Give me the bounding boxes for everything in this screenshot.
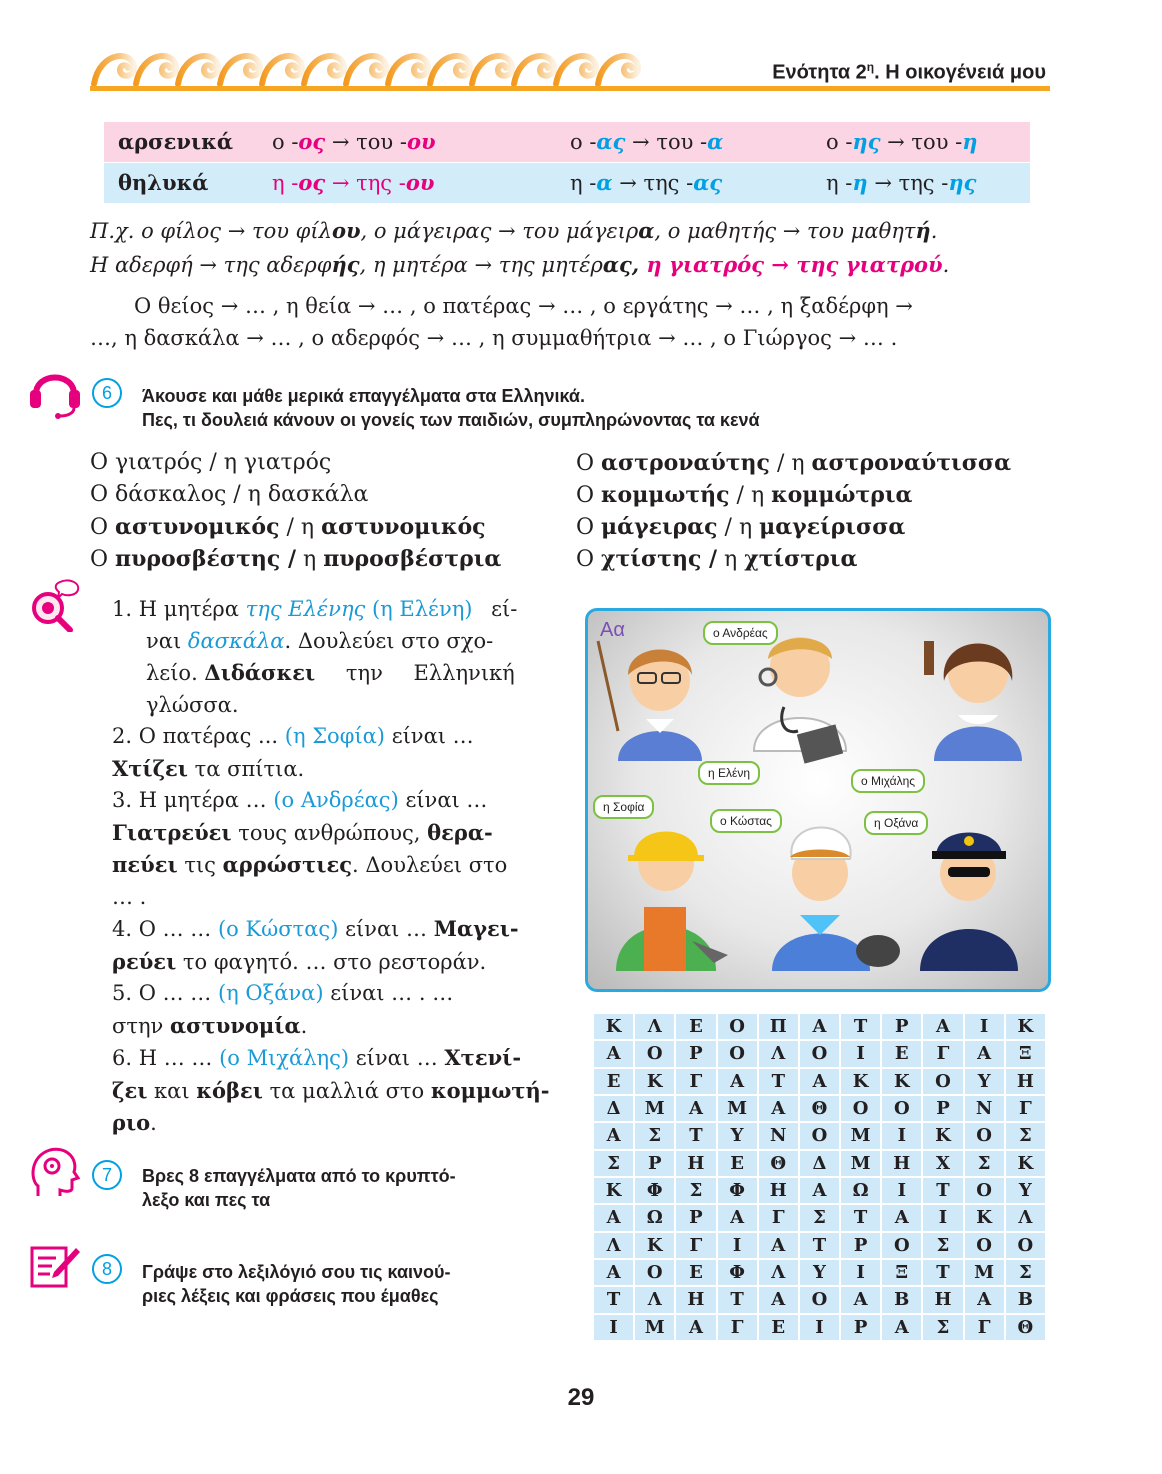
grid-cell[interactable]: Ε xyxy=(594,1069,633,1094)
feminine-row xyxy=(104,163,1030,203)
masculine-ending-3: ο -ης → του -η xyxy=(826,129,978,154)
bubble-eleni: η Ελένη xyxy=(698,761,760,785)
masculine-row xyxy=(104,122,1030,162)
grid-cell[interactable]: Σ xyxy=(1006,1123,1045,1148)
grid-cell[interactable]: Α xyxy=(800,1178,839,1203)
feminine-ending-3: η -η → της -ης xyxy=(826,170,977,195)
grid-cell[interactable]: Ρ xyxy=(841,1315,880,1340)
grid-cell[interactable]: Ρ xyxy=(635,1151,674,1176)
grid-cell[interactable]: Λ xyxy=(759,1260,798,1285)
grid-cell[interactable]: Τ xyxy=(841,1014,880,1039)
grid-cell[interactable]: Α xyxy=(594,1205,633,1230)
grid-cell[interactable]: Κ xyxy=(841,1069,880,1094)
grid-cell[interactable]: Σ xyxy=(800,1205,839,1230)
grid-cell[interactable]: Γ xyxy=(923,1041,962,1066)
grid-row xyxy=(594,1178,1045,1203)
grid-cell[interactable]: Μ xyxy=(718,1096,757,1121)
task-8-instructions: Γράψε στο λεξιλόγιό σου τις καινού- ριες λέξεις και φράσεις που έμαθες xyxy=(142,1262,451,1306)
professions-left xyxy=(90,450,501,578)
profession-right-3: Ο μάγειρας / η μαγείρισσα xyxy=(576,514,906,540)
grid-row xyxy=(594,1151,1045,1176)
task-7-instructions: Βρες 8 επαγγέλματα από το κρυπτό- λεξο και πες τα xyxy=(142,1166,456,1210)
grid-cell[interactable]: Υ xyxy=(1006,1178,1045,1203)
profession-left-3: Ο αστυνομικός / η αστυνομικός xyxy=(90,514,486,540)
profession-right-1: Ο αστροναύτης / η αστροναύτισσα xyxy=(576,450,1012,476)
header-ornament xyxy=(90,44,670,88)
grid-cell[interactable]: Ξ xyxy=(882,1260,921,1285)
grid-cell[interactable]: Η xyxy=(882,1151,921,1176)
characters-drawing xyxy=(588,611,1048,989)
grid-cell[interactable]: Α xyxy=(841,1287,880,1312)
grid-cell[interactable]: Υ xyxy=(965,1069,1004,1094)
grid-cell[interactable]: Η xyxy=(676,1287,715,1312)
grid-cell[interactable]: Α xyxy=(676,1315,715,1340)
grid-cell[interactable]: Α xyxy=(923,1014,962,1039)
grid-cell[interactable]: Π xyxy=(759,1014,798,1039)
grid-cell[interactable]: Κ xyxy=(594,1014,633,1039)
grid-cell[interactable]: Δ xyxy=(594,1096,633,1121)
grid-cell[interactable]: Ν xyxy=(965,1096,1004,1121)
grid-cell[interactable]: Α xyxy=(800,1069,839,1094)
grid-cell[interactable]: Τ xyxy=(841,1205,880,1230)
professions-right xyxy=(576,450,1011,578)
bubble-andreas: ο Ανδρέας xyxy=(703,621,778,645)
grid-cell[interactable]: Ρ xyxy=(841,1233,880,1258)
task-8-number: 8 xyxy=(92,1254,122,1284)
grid-cell[interactable]: Α xyxy=(759,1096,798,1121)
grid-row xyxy=(594,1096,1045,1121)
grid-row xyxy=(594,1069,1045,1094)
grid-cell[interactable]: Μ xyxy=(841,1123,880,1148)
grid-cell[interactable]: Γ xyxy=(676,1069,715,1094)
grid-cell[interactable]: Λ xyxy=(1006,1205,1045,1230)
grid-cell[interactable]: Ο xyxy=(800,1041,839,1066)
grid-cell[interactable]: Α xyxy=(965,1041,1004,1066)
grid-cell[interactable]: Γ xyxy=(718,1315,757,1340)
grid-cell[interactable]: Ο xyxy=(1006,1233,1045,1258)
grid-cell[interactable]: Α xyxy=(882,1315,921,1340)
grid-cell[interactable]: Ν xyxy=(759,1123,798,1148)
grid-cell[interactable]: Ο xyxy=(965,1233,1004,1258)
grid-cell[interactable]: Τ xyxy=(800,1233,839,1258)
grid-cell[interactable]: Ι xyxy=(594,1315,633,1340)
grid-cell[interactable]: Ι xyxy=(965,1014,1004,1039)
grid-cell[interactable]: Α xyxy=(718,1205,757,1230)
example-line-2: Η αδερφή → της αδερφής, η μητέρα → της μητέρας, η γιατρός → της γιατρού. xyxy=(90,252,950,277)
grid-cell[interactable]: Κ xyxy=(1006,1014,1045,1039)
bubble-sofia: η Σοφία xyxy=(593,795,654,819)
grid-cell[interactable]: Ρ xyxy=(676,1041,715,1066)
grid-cell[interactable]: Α xyxy=(965,1287,1004,1312)
grid-cell[interactable]: Ο xyxy=(882,1096,921,1121)
grid-cell[interactable]: Γ xyxy=(676,1233,715,1258)
grid-cell[interactable]: Ι xyxy=(841,1041,880,1066)
grid-cell[interactable]: Η xyxy=(759,1178,798,1203)
profession-right-4: Ο χτίστης / η χτίστρια xyxy=(576,546,858,572)
grid-row xyxy=(594,1260,1045,1285)
grid-cell[interactable]: Ι xyxy=(882,1178,921,1203)
grid-cell[interactable]: Γ xyxy=(965,1315,1004,1340)
grid-cell[interactable]: Ε xyxy=(882,1041,921,1066)
grid-cell[interactable]: Α xyxy=(759,1233,798,1258)
grid-cell[interactable]: Θ xyxy=(759,1151,798,1176)
grid-cell[interactable]: Τ xyxy=(676,1123,715,1148)
story-text: 1. Η μητέρα της Ελένης (η Ελένη) εί- ναι δασκάλα. Δουλεύει στο σχο- λείο. Διδάσκει την Ελληνική γλώσσα. 2. Ο πατέρας ... (η Σοφία) είναι … Χτίζει τα σπίτια. 3. Η μητέρα … (ο Ανδρέας) είναι … Γιατρεύει τους ανθρώπους, θερα- πεύει τις αρρώστιες. Δουλεύει στο … . 4. Ο … … (ο Κώστας) είναι … Μαγει- ρεύει το φαγητό. … στο ρεστοράν. 5. Ο … … (η Οξάνα) είναι … . … στην αστυνομία. 6. Η … … (ο Μιχάλης) είναι … Χτενί- ζει και κόβει τα μαλλιά στο κομμωτή- ριο. xyxy=(112,597,550,1135)
grid-cell[interactable]: Ι xyxy=(923,1205,962,1230)
grid-cell[interactable]: Η xyxy=(676,1151,715,1176)
feminine-label: θηλυκά xyxy=(118,170,209,195)
grid-row xyxy=(594,1315,1045,1340)
grid-cell[interactable]: Ο xyxy=(718,1014,757,1039)
grid-row xyxy=(594,1014,1045,1039)
grid-cell[interactable]: Α xyxy=(594,1123,633,1148)
professions-illustration xyxy=(585,608,1051,992)
exercise-line-2: …, η δασκάλα → … , ο αδερφός → … , η συμμαθήτρια → … , ο Γιώργος → … . xyxy=(90,326,898,350)
grid-row xyxy=(594,1123,1045,1148)
grid-cell[interactable]: Σ xyxy=(965,1151,1004,1176)
grid-row xyxy=(594,1041,1045,1066)
grid-cell[interactable]: Η xyxy=(923,1287,962,1312)
grid-cell[interactable]: Μ xyxy=(635,1315,674,1340)
grid-cell[interactable]: Ε xyxy=(676,1014,715,1039)
grid-row xyxy=(594,1287,1045,1312)
grid-cell[interactable]: Γ xyxy=(1006,1096,1045,1121)
grid-cell[interactable]: Α xyxy=(882,1205,921,1230)
bubble-michalis: ο Μιχάλης xyxy=(851,769,925,793)
grid-cell[interactable]: Ω xyxy=(635,1205,674,1230)
grid-cell[interactable]: Ο xyxy=(635,1041,674,1066)
grid-cell[interactable]: Ι xyxy=(800,1315,839,1340)
grid-cell[interactable]: Ρ xyxy=(676,1205,715,1230)
grid-cell[interactable]: Τ xyxy=(718,1287,757,1312)
illustration-logo: Αα xyxy=(600,619,625,641)
grid-cell[interactable]: Σ xyxy=(635,1123,674,1148)
profession-left-4: Ο πυροσβέστης / η πυροσβέστρια xyxy=(90,546,502,572)
grid-cell[interactable]: Λ xyxy=(635,1014,674,1039)
grid-cell[interactable]: Λ xyxy=(635,1287,674,1312)
grid-cell[interactable]: Κ xyxy=(635,1069,674,1094)
grid-cell[interactable]: Σ xyxy=(594,1151,633,1176)
grid-cell[interactable]: Τ xyxy=(923,1260,962,1285)
header-rule xyxy=(90,86,1050,91)
grid-cell[interactable]: Κ xyxy=(965,1205,1004,1230)
grid-cell[interactable]: Ο xyxy=(635,1260,674,1285)
grid-cell[interactable]: Ο xyxy=(965,1178,1004,1203)
grid-cell[interactable]: Α xyxy=(594,1041,633,1066)
grid-cell[interactable]: Α xyxy=(718,1069,757,1094)
grid-cell[interactable]: Ε xyxy=(676,1260,715,1285)
grid-cell[interactable]: Κ xyxy=(594,1178,633,1203)
grid-cell[interactable]: Τ xyxy=(594,1287,633,1312)
grid-cell[interactable]: Ι xyxy=(718,1233,757,1258)
writing-icon xyxy=(30,1244,82,1290)
grid-cell[interactable]: Υ xyxy=(800,1260,839,1285)
grid-cell[interactable]: Β xyxy=(882,1287,921,1312)
task-6-number: 6 xyxy=(92,378,122,408)
grid-cell[interactable]: Λ xyxy=(594,1233,633,1258)
grid-cell[interactable]: Σ xyxy=(1006,1260,1045,1285)
grid-cell[interactable]: Ε xyxy=(718,1151,757,1176)
grid-cell[interactable]: Υ xyxy=(718,1123,757,1148)
masculine-ending-2: ο -ας → του -α xyxy=(570,129,724,154)
grid-cell[interactable]: Σ xyxy=(923,1315,962,1340)
grid-cell[interactable]: Θ xyxy=(800,1096,839,1121)
grid-cell[interactable]: Α xyxy=(759,1287,798,1312)
bubble-kostas: ο Κώστας xyxy=(710,809,782,833)
grid-cell[interactable]: Ο xyxy=(800,1287,839,1312)
grid-cell[interactable]: Σ xyxy=(676,1178,715,1203)
grid-cell[interactable]: Ε xyxy=(759,1315,798,1340)
grid-cell[interactable]: Κ xyxy=(882,1069,921,1094)
grid-row xyxy=(594,1233,1045,1258)
grid-cell[interactable]: Φ xyxy=(635,1178,674,1203)
grid-cell[interactable]: Τ xyxy=(759,1069,798,1094)
grid-cell[interactable]: Ο xyxy=(800,1123,839,1148)
grid-cell[interactable]: Ρ xyxy=(923,1096,962,1121)
grid-row xyxy=(594,1205,1045,1230)
profession-left-1: Ο γιατρός / η γιατρός xyxy=(90,450,332,475)
exercise-line-1: Ο θείος → … , η θεία → … , ο πατέρας → … , ο εργάτης → … , η ξαδέρφη → xyxy=(134,294,913,318)
headphones-icon xyxy=(28,364,82,420)
grid-cell[interactable]: Ο xyxy=(965,1123,1004,1148)
grid-cell[interactable]: Μ xyxy=(635,1096,674,1121)
task-7-number: 7 xyxy=(92,1160,122,1190)
word-search-grid xyxy=(592,1012,1047,1342)
grid-cell[interactable]: Γ xyxy=(759,1205,798,1230)
grid-cell[interactable]: Ο xyxy=(718,1041,757,1066)
grid-cell[interactable]: Ο xyxy=(923,1069,962,1094)
grid-cell[interactable]: Ι xyxy=(841,1260,880,1285)
grid-cell[interactable]: Ο xyxy=(841,1096,880,1121)
grid-cell[interactable]: Α xyxy=(594,1260,633,1285)
grid-cell[interactable]: Ο xyxy=(882,1233,921,1258)
grid-cell[interactable]: Ω xyxy=(841,1178,880,1203)
grid-cell[interactable]: Φ xyxy=(718,1260,757,1285)
grid-cell[interactable]: Κ xyxy=(1006,1151,1045,1176)
profession-left-2: Ο δάσκαλος / η δασκάλα xyxy=(90,482,369,507)
grid-cell[interactable]: Μ xyxy=(841,1151,880,1176)
grid-cell[interactable]: Α xyxy=(800,1014,839,1039)
feminine-ending-1: η -ος → της -ου xyxy=(272,170,435,195)
magnifier-icon xyxy=(30,578,82,632)
grid-cell[interactable]: Η xyxy=(1006,1069,1045,1094)
grid-cell[interactable]: Κ xyxy=(635,1233,674,1258)
feminine-ending-2: η -α → της -ας xyxy=(570,170,723,195)
page-number: 29 xyxy=(567,1384,595,1411)
task-6-instructions: Άκουσε και μάθε μερικά επαγγέλματα στα Ελληνικά. Πες, τι δουλειά κάνουν οι γονείς των παιδιών, συμπληρώνοντας τα κενά xyxy=(142,386,760,430)
masculine-label: αρσενικά xyxy=(118,129,234,154)
grid-cell[interactable]: Χ xyxy=(923,1151,962,1176)
grid-cell[interactable]: Τ xyxy=(923,1178,962,1203)
grid-cell[interactable]: Σ xyxy=(923,1233,962,1258)
grid-cell[interactable]: Δ xyxy=(800,1151,839,1176)
grid-cell[interactable]: Ξ xyxy=(1006,1041,1045,1066)
thinking-head-icon xyxy=(28,1144,80,1200)
grid-cell[interactable]: Ι xyxy=(882,1123,921,1148)
example-line-1: Π.χ. ο φίλος → του φίλου, ο μάγειρας → του μάγειρα, ο μαθητής → του μαθητή. xyxy=(90,218,938,243)
grid-cell[interactable]: Θ xyxy=(1006,1315,1045,1340)
bubble-oxana: η Οξάνα xyxy=(864,811,928,835)
grid-cell[interactable]: Μ xyxy=(965,1260,1004,1285)
profession-right-2: Ο κομμωτής / η κομμώτρια xyxy=(576,482,913,508)
unit-title: Ενότητα $2^\eta$. Η οικογένειά μου xyxy=(772,60,1046,84)
grid-cell[interactable]: Β xyxy=(1006,1287,1045,1312)
masculine-ending-1: ο -ος → του -ου xyxy=(272,129,436,154)
grid-cell[interactable]: Φ xyxy=(718,1178,757,1203)
grid-cell[interactable]: Λ xyxy=(759,1041,798,1066)
grid-cell[interactable]: Ρ xyxy=(882,1014,921,1039)
grid-cell[interactable]: Α xyxy=(676,1096,715,1121)
grid-cell[interactable]: Κ xyxy=(923,1123,962,1148)
